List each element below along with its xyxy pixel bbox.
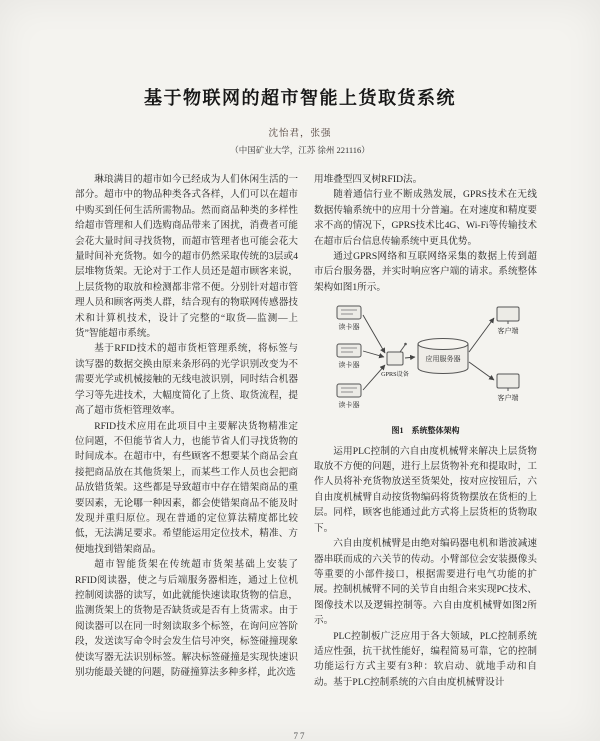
client-icon [497,307,519,324]
paper-title: 基于物联网的超市智能上货取货系统 [144,88,456,108]
figure-1-system-architecture [314,302,537,438]
card-reader-label: 读卡器 [338,323,359,332]
paragraph: 随着通信行业不断成熟发展，GPRS技术在无线数据传输系统中的应用十分普遍。在对速度和精度要求不高的情况下，GPRS技术比4G、Wi-Fi等传输技术在超市后台信息传输系统中更具优势。 [314,189,537,247]
card-reader-icon [337,344,361,357]
paragraph: PLC控制板广泛应用于各大领域，PLC控制系统适应性强，抗干扰性能好，编程简易可靠，它的控制功能运行方式主要有3种：软启动、就地手动和自动。基于PLC控制系统的六自由度机械臂设计 [314,630,537,688]
paragraph: 基于RFID技术的超市货柜管理系统，将标签与读写器的数据交换由原来条形码的光学识别改变为不需要光学或机械接触的无线电波识别，同时结合机器学习等先进技术，大幅度简化了上货、取货流程，提高了超市货柜管理效率。 [75,343,298,417]
system-architecture-diagram [321,302,531,420]
client-icon [497,374,519,391]
server-label: 应用服务器 [425,355,460,364]
paper-affiliation: （中国矿业大学，江苏 徐州 221116） [230,145,370,155]
paragraph: 通过GPRS网络和互联网络采集的数据上传到超市后台服务器，并实时响应客户端的请求。系统整体架构如图1所示。 [314,251,537,293]
paragraph: RFID技术应用在此项目中主要解决货物精准定位问题，不但能节省人力，也能节省人们寻找货物的时间成本。在超市中，有些顾客不想要某个商品会直接把商品放在其他货架上，而某些工作人员也会把商品放错货架。这些都是导致超市中存在错架商品的重要因素，无论哪一种因素，都会使错架商品不能及时发现并重归原位。现在普通的定位算法精度都比较低，无法满足要求。希望能运用定位技术，精准、方便地找到错架商品。 [75,420,298,555]
paragraph: 六自由度机械臂是由绝对编码器电机和谐波减速器串联而成的六关节的传动。小臂部位会安装摄像头等重要的小部件接口，根据需要进行电气功能的扩展。控制机械臂不同的关节自由组合来实现PC技术、图像技术以及逻辑控制等。六自由度机械臂如图2所示。 [314,538,537,627]
page-number: 77 [293,731,307,741]
gprs-device-icon [387,343,407,365]
paragraph: 超市智能货架在传统超市货架基础上安装了RFID阅读器，使之与后端服务器相连，通过上位机控制阅读器的读写，如此就能快速读取货物的信息，监测货架上的货物是否缺货或是否有上货需求。由于阅读器可以在同一时刻读取多个标签，在询问应答阶段，发送读写命令时会发生信号冲突，标签碰撞现象使读写器无法识别标签。解决标签碰撞是实现快速识别功能最关键的问题，防碰撞算法多种多样，此次选 [75,559,298,678]
paragraph-continuation: 用堆叠型四叉树RFID法。 [314,174,423,185]
card-reader-label: 读卡器 [338,361,359,370]
client-label: 客户端 [497,394,518,403]
gprs-device-label: GPRS设备 [380,371,409,379]
figure-1-caption: 图1 系统整体架构 [391,426,460,436]
card-reader-label: 读卡器 [338,401,359,410]
two-column-body [75,172,538,690]
right-column [314,172,537,690]
paragraph: 琳琅满目的超市如今已经成为人们休闲生活的一部分。超市中的物品种类各式各样，人们可以在超市中购买到任何生活所需物品。然而商品种类的多样性给超市管理和人们选购商品带来了困扰，消费者可能会花大量时间寻找货物，而超市管理者也可能会花大量时间补充货物。如今的超市仍然采取传统的3层或4层堆物货架。无论对于工作人员还是超市顾客来说，上层货物的取放和检测都非常不便。分别针对超市管理人员和顾客两类人群，结合现有的物联网传感器技术和计算机技术，设计了完整的“取货—监测—上货”智能超市系统。 [75,174,298,340]
left-column [75,172,298,690]
card-reader-icon [337,384,361,397]
paper-authors: 沈怡君，张强 [268,129,332,139]
paragraph: 运用PLC控制的六自由度机械臂来解决上层货物取放不方便的问题，进行上层货物补充和提取时，工作人员将补充货物放送至货架处，按对应按钮后，六自由度机械臂自动按货物编码将货物摆放在货柜的上层。同样，顾客也能通过此方式将上层货柜的货物取下。 [314,445,537,534]
client-label: 客户端 [497,327,518,336]
card-reader-icon [337,306,361,319]
